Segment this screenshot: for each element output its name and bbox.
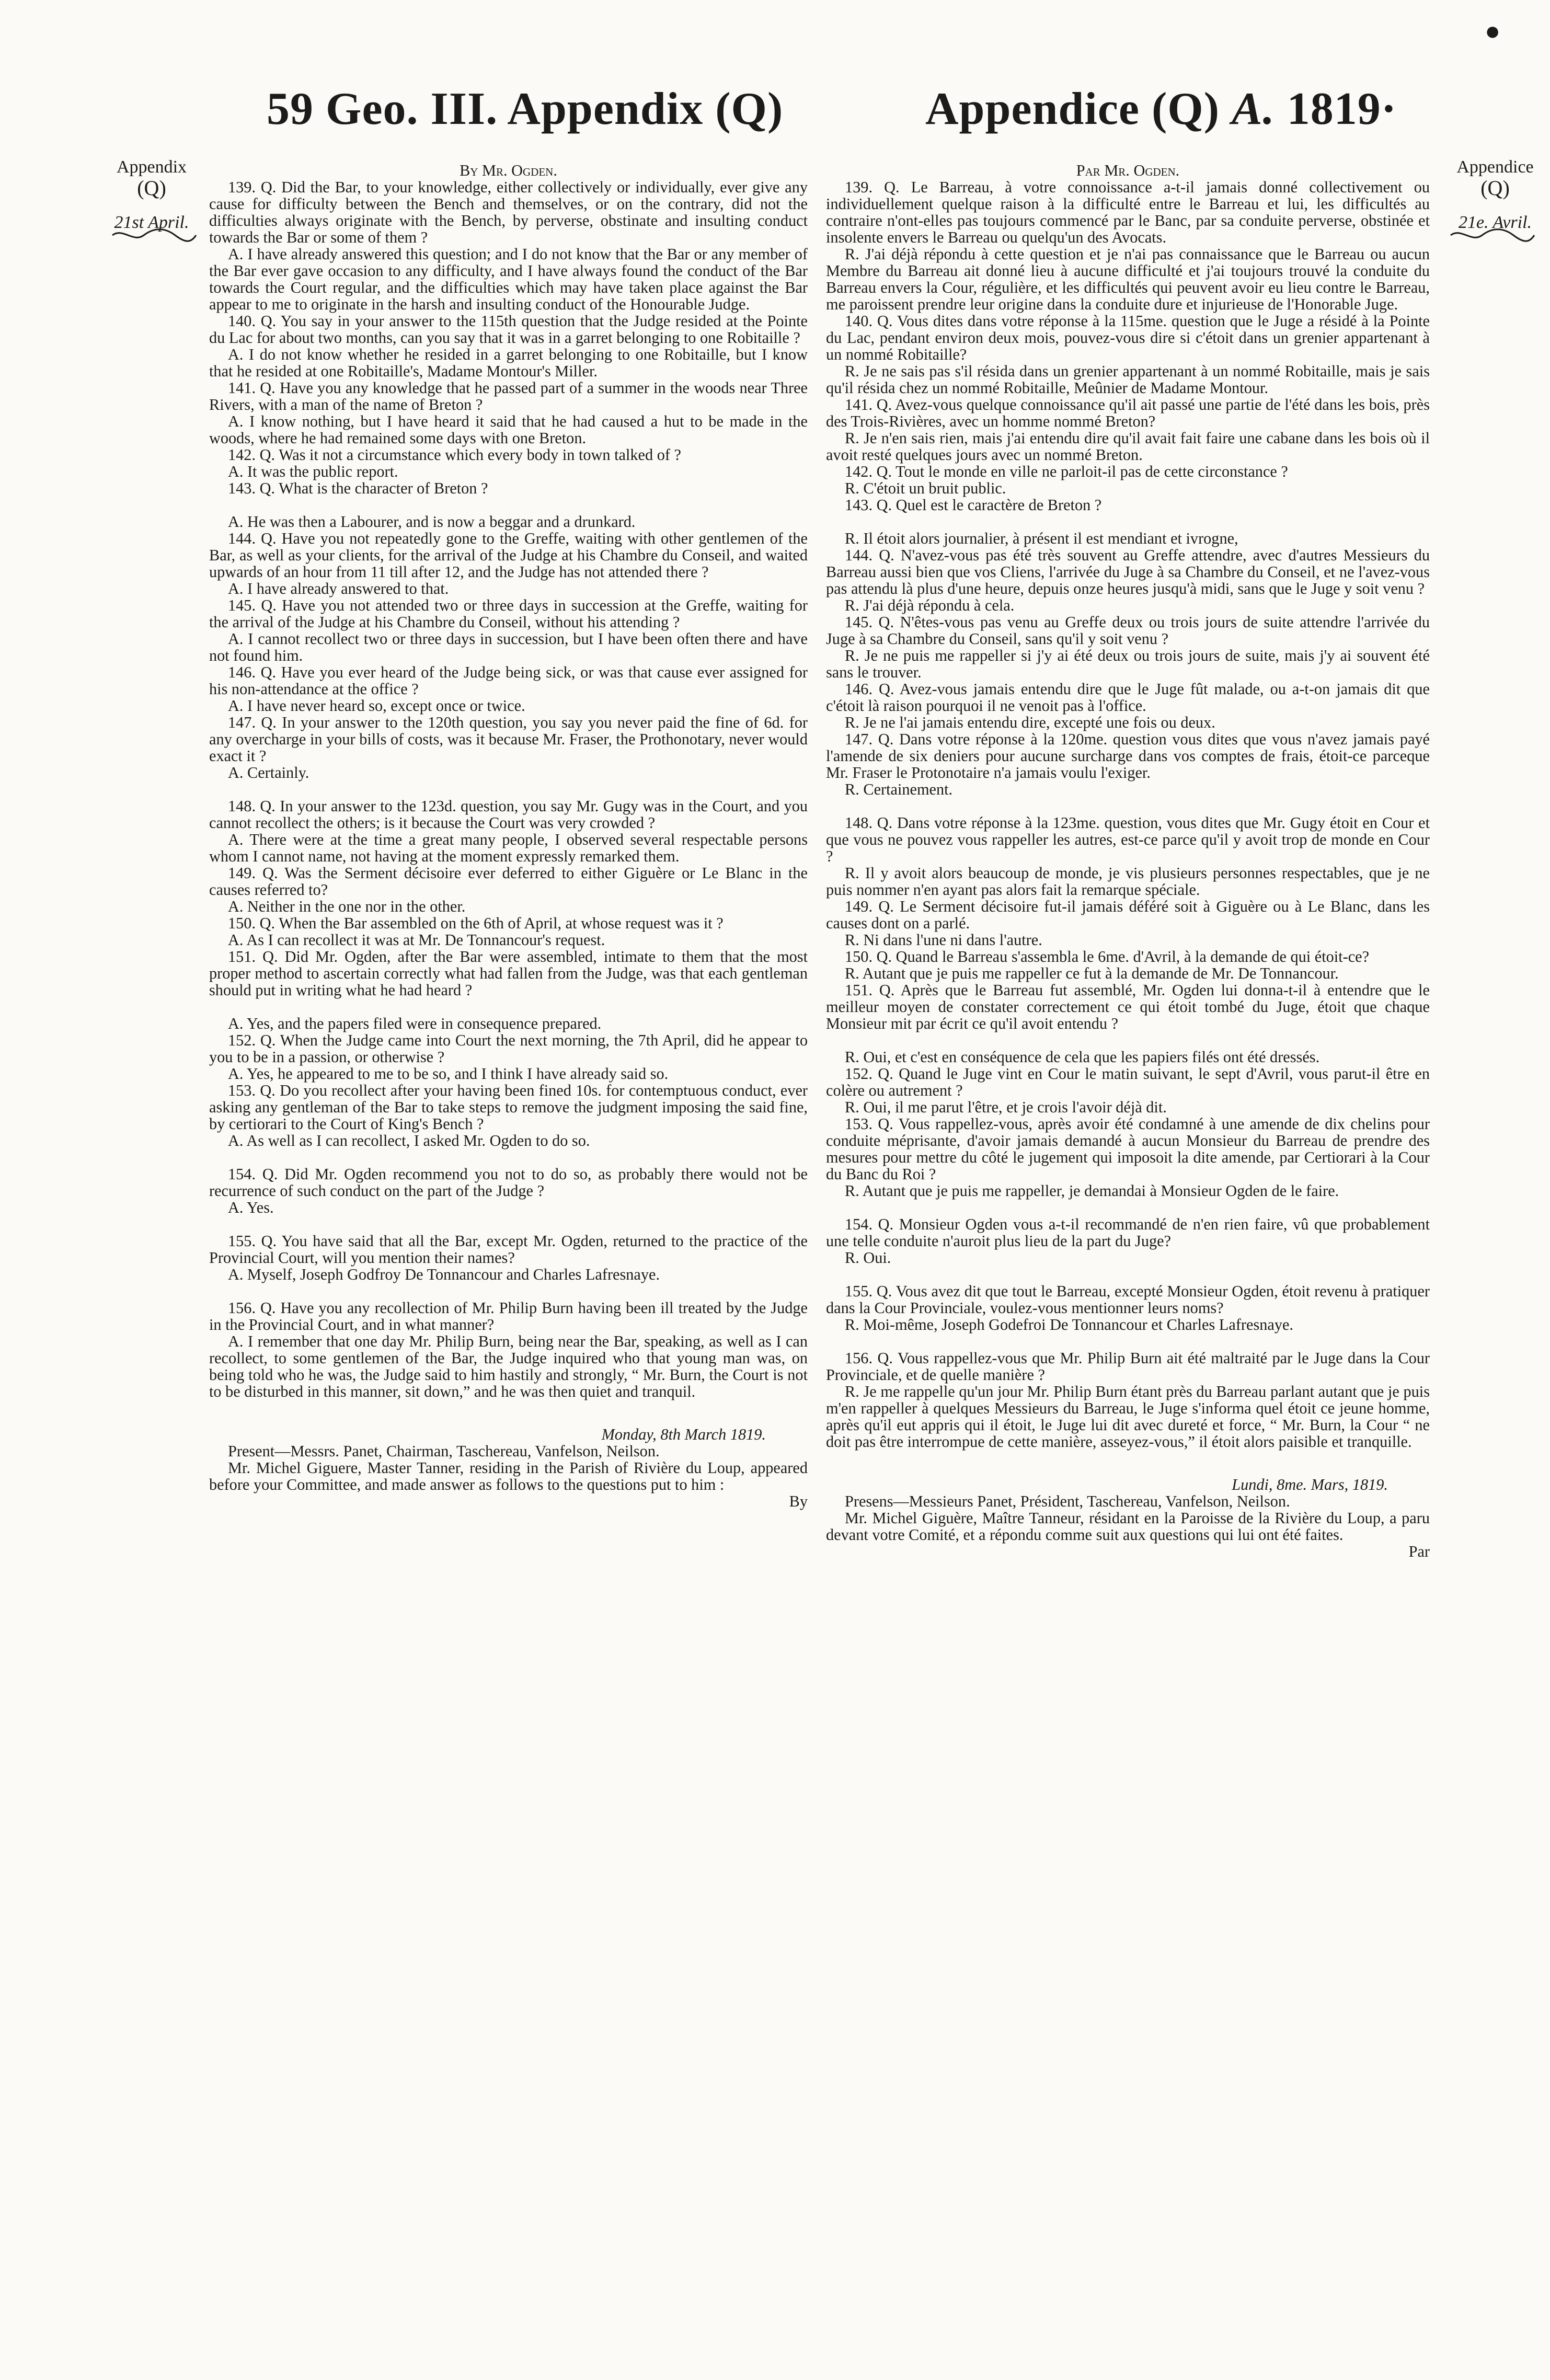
french-column (826, 162, 1430, 1560)
testimony-paragraph: 140. Q. You say in your answer to the 115th question that the Judge resided at the Pointe du Lac for about two months, can you say that it was in a garret belonging to one Robitaille ? (209, 312, 808, 347)
testimony-paragraph: 143. Q. What is the character of Breton ? (228, 479, 488, 497)
testimony-paragraph: 150. Q. Quand le Barreau s'assembla le 6me. d'Avril, à la demande de qui étoit-ce? (845, 948, 1370, 965)
testimony-paragraph: A. I know nothing, but I have heard it said that he had caused a hut to be made in the woods, where he had remained some days with one Breton. (209, 412, 808, 447)
testimony-paragraph: 144. Q. Have you not repeatedly gone to the Greffe, waiting with other gentlemen of the Bar, as well as your clients, for the arrival of the Judge at his Chambre du Conseil, and waited upwards of an hour from 11 till after 12, and the Judge has not attended there ? (209, 530, 808, 581)
witness-intro: Mr. Michel Giguère, Maître Tanneur, résidant en la Paroisse de la Rivière du Loup, a paru devant votre Comité, et a répondu comme suit aux questions qui lui ont été faites. (826, 1509, 1430, 1544)
testimony-paragraph: A. Neither in the one nor in the other. (228, 898, 466, 915)
header-reign: 59 Geo. III. (267, 84, 498, 134)
testimony-paragraph: R. J'ai déjà répondu à cela. (845, 596, 1015, 614)
testimony-paragraph: 154. Q. Monsieur Ogden vous a-t-il recommandé de n'en rien faire, vû que probablement une telle conduite n'auroit plus lieu de la part du Juge? (826, 1215, 1430, 1250)
testimony-paragraph: 147. Q. In your answer to the 120th question, you say you never paid the fine of 6d. for any overcharge in your bills of costs, was it because Mr. Fraser, the Prothonotary, never would exact it ? (209, 714, 808, 765)
testimony-paragraph: 151. Q. Did Mr. Ogden, after the Bar were assembled, intimate to them that the most proper method to ascertain correctly what had fallen from the Judge, was that each gentleman should put in writing what he had heard ? (209, 948, 808, 999)
header-year: 1819· (1287, 84, 1397, 134)
testimony-paragraph: 155. Q. Vous avez dit que tout le Barreau, excepté Monsieur Ogden, étoit revenu à pratiquer dans la Cour Provinciale, voulez-vous mentionner leurs noms? (826, 1282, 1430, 1317)
testimony-paragraph: 141. Q. Have you any knowledge that he passed part of a summer in the woods near Three Rivers, with a man of the name of Breton ? (209, 379, 808, 413)
testimony-paragraph: 140. Q. Vous dites dans votre réponse à la 115me. question que le Juge a résidé à la Pointe du Lac, pendant environ deux mois, pouvez-vous dire si c'étoit dans un grenier appartenant à un nommé Robitaille? (826, 312, 1430, 363)
testimony-paragraph: A. I have already answered this question; and I do not know that the Bar or any member of the Bar ever gave occasion to any difficulty, and I have always found the conduct of the Bar towards the Court regular, and the difficulties which may have taken place against the Bar appear to me to originate in the harsh and insulting conduct of the Honourable Judge. (209, 245, 808, 313)
testimony-paragraph: 148. Q. In your answer to the 123d. question, you say Mr. Gugy was in the Court, and you cannot recollect the others; is it because the Court was very crowded ? (209, 797, 808, 832)
testimony-paragraph: 153. Q. Vous rappellez-vous, après avoir été condamné à une amende de dix chelins pour conduite méprisante, d'avoir jamais demandé à aucun Monsieur du Barreau de prendre des mesures pour mettre du côté le jugement qui imposoit la dite amende, par Certiorari à la Cour du Banc du Roi ? (826, 1115, 1430, 1183)
testimony-paragraph: R. Ni dans l'une ni dans l'autre. (845, 931, 1042, 949)
testimony-paragraph: A. Myself, Joseph Godfroy De Tonnancour and Charles Lafresnaye. (228, 1266, 660, 1283)
testimony-paragraph: A. Yes, and the papers filed were in consequence prepared. (228, 1015, 602, 1032)
testimony-paragraph: A. As well as I can recollect, I asked Mr. Ogden to do so. (228, 1132, 590, 1149)
header-left (267, 86, 783, 132)
testimony-paragraph: 149. Q. Le Serment décisoire fut-il jamais déféré soit à Giguère ou à Le Blanc, dans les causes dont on a parlé. (826, 898, 1430, 932)
testimony-paragraph: R. Je n'en sais rien, mais j'ai entendu dire qu'il avait fait faire une cabane dans les bois où il avoit resté quelques jours avec un nommé Breton. (826, 429, 1430, 464)
testimony-paragraph: A. I do not know whether he resided in a garret belonging to one Robitaille, but I know that he resided at one Robitaille's, Madame Montour's Miller. (209, 346, 808, 380)
testimony-paragraph: 148. Q. Dans votre réponse à la 123me. question, vous dites que Mr. Gugy étoit en Cour et que vous ne pouvez vous rappeller les autres, est-ce parce qu'il y avoit trop de monde en Cour ? (826, 814, 1430, 865)
testimony-paragraph: R. Moi-même, Joseph Godefroi De Tonnancour et Charles Lafresnaye. (845, 1316, 1294, 1333)
testimony-paragraph: R. Oui. (845, 1249, 891, 1267)
testimony-paragraph: R. J'ai déjà répondu à cette question et je n'ai pas connaissance que le Barreau ou aucun Membre du Barreau ait donné lieu à aucune difficulté et j'ai toujours trouvé la conduite du Barreau envers la Cour, régulière, et les difficultés qui peuvent avoir eu lieu contre le Barreau, me paroissent prendre leur origine dans la conduite dure et injurieuse de l'Honorable Juge. (826, 245, 1430, 313)
page-marker-dot: ● (1485, 16, 1501, 45)
testimony-paragraph: 143. Q. Quel est le caractère de Breton ? (845, 496, 1102, 514)
testimony-paragraph: 155. Q. You have said that all the Bar, except Mr. Ogden, returned to the practice of the Provincial Court, will you mention their names? (209, 1232, 808, 1267)
testimony-paragraph: A. I have already answered to that. (228, 580, 449, 597)
testimony-paragraph: R. Je ne l'ai jamais entendu dire, excepté une fois ou deux. (845, 714, 1215, 731)
testimony-paragraph: A. I remember that one day Mr. Philip Burn, being near the Bar, speaking, as well as I can recollect, to some gentlemen of the Bar, the Judge inquired who that young man was, on being told who he was, the Judge said to him hastily and strongly, “ Mr. Burn, the Court is not to be disturbed in this manner, sit down,” and he was then quiet and tranquil. (209, 1332, 808, 1400)
testimony-paragraph: 150. Q. When the Bar assembled on the 6th of April, at whose request was it ? (228, 914, 724, 932)
testimony-paragraph: 156. Q. Have you any recollection of Mr. Philip Burn having been ill treated by the Judge in the Provincial Court, and in what manner? (209, 1299, 808, 1333)
testimony-paragraph: A. Yes, he appeared to me to be so, and I think I have already said so. (228, 1065, 669, 1083)
present-members: Presens—Messieurs Panet, Président, Taschereau, Vanfelson, Neilson. (845, 1492, 1290, 1510)
margin-left-line2: (Q) (137, 176, 166, 200)
testimony-paragraph: 139. Q. Le Barreau, à votre connoissance a-t-il jamais donné collectivement ou individuellement quelque raison à la difficulté entre le Barreau et lui, les difficultés au contraire n'ont-elles pas toujours commencé par le Banc, par sa conduite perverse, obstinée et insolente envers le Barreau ou quelqu'un des Avocats. (826, 178, 1430, 246)
testimony-paragraph: R. C'étoit un bruit public. (845, 479, 1006, 497)
testimony-paragraph: 141. Q. Avez-vous quelque connoissance qu'il ait passé une partie de l'été dans les bois, près des Trois-Rivières, avec un homme nommé Breton? (826, 396, 1430, 430)
header-letter: A. (1232, 84, 1275, 134)
header-appendix-fr: Appendice (Q) (925, 84, 1220, 134)
testimony-paragraph: 142. Q. Tout le monde en ville ne parloit-il pas de cette circonstance ? (845, 463, 1288, 480)
header-appendix-en: Appendix (Q) (507, 84, 784, 134)
catchword: Par (1408, 1543, 1430, 1560)
present-members: Present—Messrs. Panet, Chairman, Taschereau, Vanfelson, Neilson. (228, 1442, 660, 1460)
testimony-paragraph: A. There were at the time a great many people, I observed several respectable persons whom I cannot name, not having at the moment expressly remarked them. (209, 831, 808, 865)
witness-intro: Mr. Michel Giguere, Master Tanner, residing in the Parish of Rivière du Loup, appeared before your Committee, and made answer as follows to the questions put to him : (209, 1459, 808, 1493)
testimony-paragraph: R. Je ne puis me rappeller si j'y ai été deux ou trois jours de suite, mais j'y ai souvent été sans le trouver. (826, 647, 1430, 681)
margin-note-left (107, 157, 196, 233)
margin-right-line1: Appendice (1456, 157, 1534, 177)
testimony-paragraph: 149. Q. Was the Serment décisoire ever deferred to either Giguère or Le Blanc in the causes referred to? (209, 864, 808, 899)
testimony-paragraph: R. Oui, il me parut l'être, et je crois l'avoir déjà dit. (845, 1098, 1167, 1116)
testimony-paragraph: 152. Q. When the Judge came into Court the next morning, the 7th April, did he appear to you to be in a passion, or otherwise ? (209, 1031, 808, 1066)
margin-right-line2: (Q) (1480, 176, 1510, 200)
testimony-paragraph: R. Autant que je puis me rappeller ce fut à la demande de Mr. De Tonnancour. (845, 964, 1339, 982)
english-byline: By Mr. Ogden. (460, 162, 557, 179)
testimony-paragraph: A. He was then a Labourer, and is now a beggar and a drunkard. (228, 513, 636, 531)
testimony-paragraph: 151. Q. Après que le Barreau fut assemblé, Mr. Ogden lui donna-t-il à entendre que le meilleur moyen de constater correctement ce qui étoit tombé du Juge, étoit que chaque Monsieur mit par écrit ce qu'il avoit entendu ? (826, 981, 1430, 1032)
testimony-paragraph: 146. Q. Have you ever heard of the Judge being sick, or was that cause ever assigned for his non-attendance at the office ? (209, 663, 808, 698)
testimony-paragraph: 145. Q. Have you not attended two or three days in succession at the Greffe, waiting for the arrival of the Judge at his Chambre du Conseil, without his attending ? (209, 596, 808, 631)
testimony-paragraph: 144. Q. N'avez-vous pas été très souvent au Greffe attendre, avec d'autres Messieurs du Barreau aussi bien que vos Cliens, l'arrivée du Juge à sa Chambre du Conseil, et ne l'avez-vous pas attendu là plus d'une heure, depuis onze heures jusqu'à midi, sans que le Juge y soit venu ? (826, 546, 1430, 597)
catchword: By (789, 1492, 808, 1510)
testimony-paragraph: 147. Q. Dans votre réponse à la 120me. question vous dites que vous n'avez jamais payé l'amende de six deniers pour aucune surcharge dans vos comptes de frais, étoit-ce parceque Mr. Fraser le Protonotaire n'a jamais voulu l'exiger. (826, 730, 1430, 781)
margin-left-line1: Appendix (116, 157, 187, 177)
testimony-paragraph: 142. Q. Was it not a circumstance which every body in town talked of ? (228, 446, 681, 464)
testimony-paragraph: 154. Q. Did Mr. Ogden recommend you not to do so, as probably there would not be recurrence of such conduct on the part of the Judge ? (209, 1165, 808, 1200)
session-date: Lundi, 8me. Mars, 1819. (1232, 1476, 1388, 1493)
testimony-paragraph: R. Il y avoit alors beaucoup de monde, je vis plusieurs personnes respectables, que je ne puis nommer n'en ayant pas alors fait la remarque spéciale. (826, 864, 1430, 899)
testimony-paragraph: R. Certainement. (845, 780, 953, 798)
testimony-paragraph: R. Autant que je puis me rappeller, je demandai à Monsieur Ogden de le faire. (845, 1182, 1339, 1200)
testimony-paragraph: 156. Q. Vous rappellez-vous que Mr. Philip Burn ait été maltraité par le Juge dans la Cour Provinciale, et de quelle manière ? (826, 1349, 1430, 1384)
margin-left-date: 21st April. (114, 213, 189, 232)
testimony-paragraph: R. Je ne sais pas s'il résida dans un grenier appartenant à un nommé Robitaille, mais je sais qu'il résida chez un nommé Robitaille, Meûnier de Madame Montour. (826, 362, 1430, 397)
english-column (209, 162, 808, 1510)
testimony-paragraph: A. As I can recollect it was at Mr. De Tonnancour's request. (228, 931, 605, 949)
testimony-paragraph: A. I cannot recollect two or three days in succession, but I have been often there and have not found him. (209, 630, 808, 664)
testimony-paragraph: 146. Q. Avez-vous jamais entendu dire que le Juge fût malade, ou a-t-on jamais dit que c'étoit là raison pourquoi il ne venoit pas à l'office. (826, 680, 1430, 715)
header-right (925, 86, 1397, 132)
testimony-paragraph: R. Je me rappelle qu'un jour Mr. Philip Burn étant près du Barreau parlant autant que je puis m'en rappeller à quelques Messieurs du Barreau, le Juge s'informa quel étoit ce jeune homme, après qu'il eut appris qui il étoit, le Juge lui dit avec dureté et force, “ Mr. Burn, la Cour “ ne doit pas être interrompue de cette manière, asseyez-vous,” il étoit alors paisible et tranquille. (826, 1383, 1430, 1451)
testimony-paragraph: R. Oui, et c'est en conséquence de cela que les papiers filés ont été dressés. (845, 1048, 1320, 1066)
testimony-paragraph: A. I have never heard so, except once or twice. (228, 697, 525, 715)
margin-note-right (1445, 157, 1545, 233)
margin-right-date: 21e. Avril. (1458, 213, 1532, 232)
testimony-paragraph: R. Il étoit alors journalier, à présent il est mendiant et ivrogne, (845, 530, 1238, 547)
testimony-paragraph: A. Certainly. (228, 764, 309, 781)
testimony-paragraph: 145. Q. N'êtes-vous pas venu au Greffe deux ou trois jours de suite attendre l'arrivée du Juge à sa Chambre du Conseil, sans qu'il y soit venu ? (826, 613, 1430, 648)
testimony-paragraph: 152. Q. Quand le Juge vint en Cour le matin suivant, le sept d'Avril, vous parut-il être en colère ou autrement ? (826, 1065, 1430, 1099)
testimony-paragraph: 139. Q. Did the Bar, to your knowledge, either collectively or individually, ever give any cause for difficulty between the Bench and themselves, or on the contrary, did not the difficulties always originate with the Bench, by perverse, obstinate and insulting conduct towards the Bar or some of them ? (209, 178, 808, 246)
testimony-paragraph: 153. Q. Do you recollect after your having been fined 10s. for contemptuous conduct, ever asking any gentleman of the Bar to take steps to remove the judgment imposing the said fine, by certiorari to the Court of King's Bench ? (209, 1082, 808, 1133)
french-byline: Par Mr. Ogden. (1076, 162, 1180, 179)
session-date: Monday, 8th March 1819. (601, 1425, 766, 1443)
testimony-paragraph: A. Yes. (228, 1199, 274, 1216)
testimony-paragraph: A. It was the public report. (228, 463, 398, 480)
